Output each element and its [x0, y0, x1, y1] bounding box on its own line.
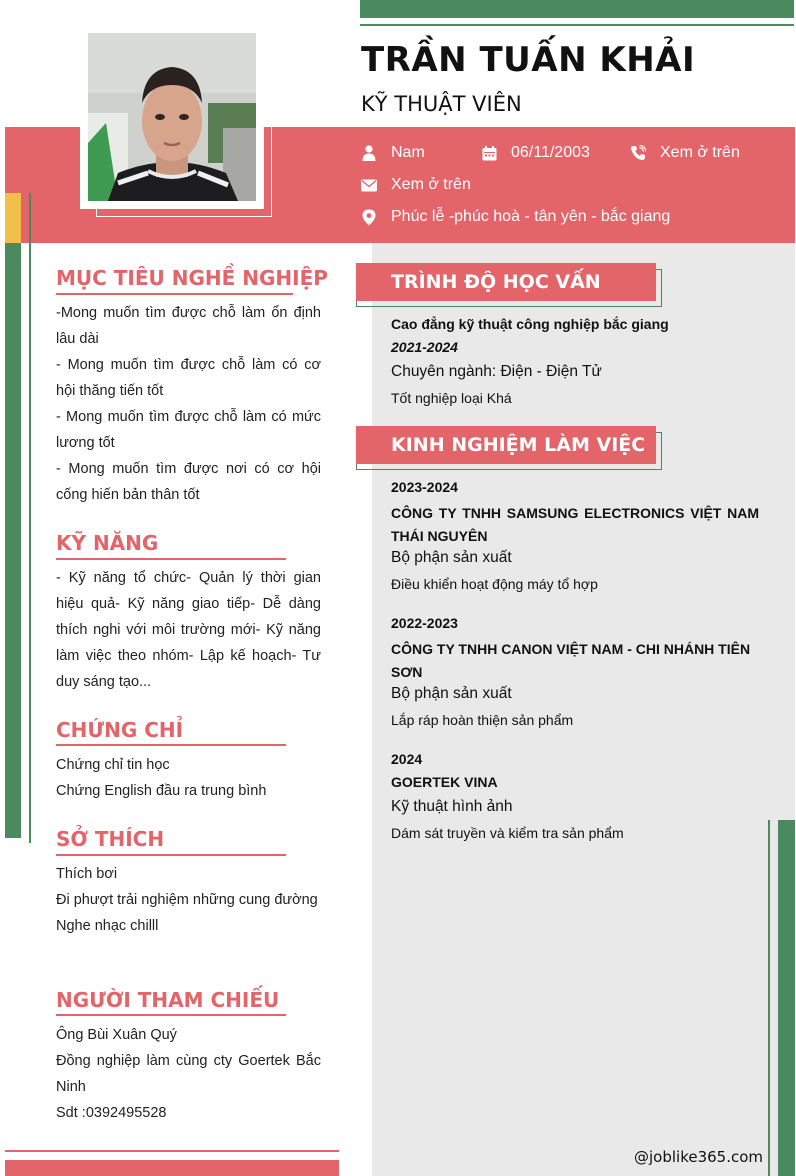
avatar	[88, 33, 256, 201]
reference-item: Ông Bùi Xuân Quý	[56, 1027, 177, 1043]
experience-description: Điều khiển hoạt động máy tổ hợp	[391, 576, 598, 592]
contact-phone	[630, 144, 740, 162]
experience-period: 2024	[391, 751, 423, 767]
envelope-icon	[361, 177, 377, 193]
right-panel-background	[372, 243, 795, 1176]
references-title: NGƯỜI THAM CHIẾU	[56, 988, 280, 1012]
objective-text	[56, 300, 321, 508]
right-green-line	[768, 820, 770, 1176]
hobby-item: Thích bơi	[56, 866, 118, 882]
phone-value: Xem ở trên	[660, 144, 740, 161]
bottom-red-line	[5, 1150, 339, 1152]
experience-description: Lắp ráp hoàn thiện sản phẩm	[391, 712, 574, 728]
birthday-value: 06/11/2003	[511, 144, 590, 161]
right-green-bar	[778, 820, 795, 1176]
calendar-icon	[481, 145, 497, 161]
objective-line: - Mong muốn tìm được nơi có cơ hội cống hiến bản thân tốt	[56, 461, 321, 503]
hobbies-title: SỞ THÍCH	[56, 827, 165, 851]
left-green-bar	[5, 243, 21, 838]
hobbies-text	[56, 861, 321, 939]
certificates-text	[56, 752, 321, 804]
contact-birthday	[481, 144, 590, 162]
experience-title: KINH NGHIỆM LÀM VIỆC	[391, 434, 646, 456]
education-period: 2021-2024	[391, 339, 458, 355]
top-green-line	[360, 24, 794, 26]
hobby-item: Đi phượt trải nghiệm những cung đường	[56, 892, 318, 908]
objective-title: MỤC TIÊU NGHỀ NGHIỆP	[56, 266, 328, 290]
person-icon	[361, 145, 377, 161]
education-result: Tốt nghiệp loại Khá	[391, 390, 512, 406]
hobbies-underline	[56, 854, 286, 856]
certificate-item: Chứng chỉ tin học	[56, 757, 170, 773]
experience-company: CÔNG TY TNHH CANON VIỆT NAM - CHI NHÁNH TIÊN SƠN	[391, 641, 751, 680]
objective-line: - Mong muốn tìm được chỗ làm có cơ hội thăng tiến tốt	[56, 357, 321, 399]
job-title: KỸ THUẬT VIÊN	[361, 92, 522, 116]
skills-underline	[56, 558, 286, 560]
experience-period: 2022-2023	[391, 615, 458, 631]
reference-item: Sdt :0392495528	[56, 1105, 167, 1121]
certificates-underline	[56, 744, 286, 746]
objective-underline	[56, 293, 293, 295]
hobby-item: Nghe nhạc chilll	[56, 918, 159, 934]
experience-period: 2023-2024	[391, 479, 458, 495]
education-major: Chuyên ngành: Điện - Điện Tử	[391, 363, 602, 380]
bottom-red-bar	[5, 1160, 339, 1176]
skills-text: - Kỹ năng tổ chức- Quản lý thời gian hiệu quả- Kỹ năng giao tiếp- Dễ dàng thích nghi với môi trường mới- Kỹ năng làm việc theo nhóm- Lập kế hoạch- Tư duy sáng tạo...	[56, 570, 321, 690]
watermark: @joblike365.com	[634, 1148, 764, 1166]
location-pin-icon	[361, 209, 377, 225]
references-underline	[56, 1014, 286, 1016]
references-text	[56, 1022, 321, 1126]
contact-gender	[361, 144, 425, 162]
education-title: TRÌNH ĐỘ HỌC VẤN	[391, 271, 601, 293]
objective-line: - Mong muốn tìm được chỗ làm có mức lương tốt	[56, 409, 321, 451]
address-value: Phúc lễ -phúc hoà - tân yên - bắc giang	[391, 208, 671, 225]
left-green-line	[29, 193, 31, 843]
experience-position: Bộ phận sản xuất	[391, 685, 512, 702]
gender-value: Nam	[391, 144, 425, 161]
education-school: Cao đẳng kỹ thuật công nghiệp bắc giang	[391, 316, 669, 332]
left-yellow-accent	[5, 193, 21, 243]
contact-email	[361, 176, 471, 194]
experience-company: GOERTEK VINA	[391, 774, 498, 790]
experience-position: Bộ phận sản xuất	[391, 549, 512, 566]
experience-company: CÔNG TY TNHH SAMSUNG ELECTRONICS VIỆT NAM THÁI NGUYÊN	[391, 505, 759, 544]
reference-item: Đồng nghiệp làm cùng cty Goertek Bắc Ninh	[56, 1053, 321, 1095]
phone-icon	[630, 145, 646, 161]
skills-title: KỸ NĂNG	[56, 531, 159, 555]
candidate-name: TRẦN TUẤN KHẢI	[361, 40, 696, 80]
top-green-bar	[360, 0, 794, 18]
certificates-title: CHỨNG CHỈ	[56, 718, 184, 742]
experience-position: Kỹ thuật hình ảnh	[391, 798, 513, 815]
certificate-item: Chứng English đầu ra trung bình	[56, 783, 267, 799]
contact-address	[361, 208, 670, 226]
email-value: Xem ở trên	[391, 176, 471, 193]
objective-line: -Mong muốn tìm được chỗ làm ổn định lâu dài	[56, 305, 321, 347]
experience-description: Dám sát truyền và kiểm tra sản phẩm	[391, 825, 624, 841]
